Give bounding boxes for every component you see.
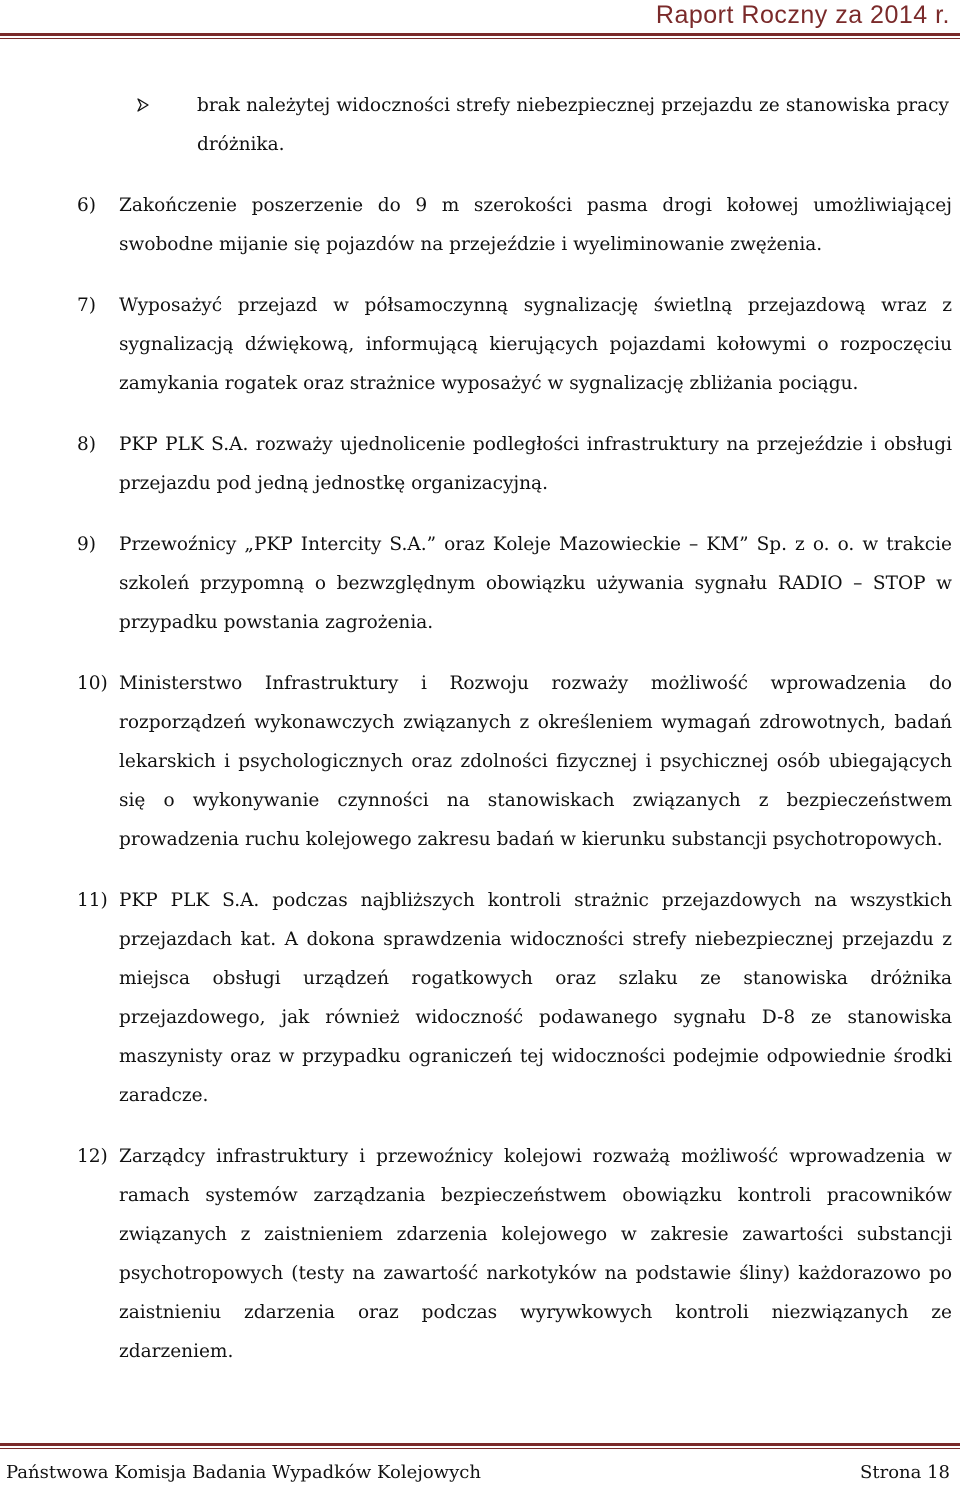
item-text: Zakończenie poszerzenie do 9 m szerokości pasma drogi kołowej umożliwiającej swobodne mijanie się pojazdów na przejeździe i wyeliminowanie zwężenia. (119, 195, 952, 255)
item-number: 7) (77, 295, 96, 316)
recommendation-item-8 (77, 425, 952, 503)
bullet-list-item (160, 86, 952, 164)
item-text: Wyposażyć przejazd w półsamoczynną sygnalizację świetlną przejazdową wraz z sygnalizacją dźwiękową, informującą kierujących pojazdami kołowymi o rozpoczęciu zamykania rogatek oraz strażnice wyposażyć w sygnalizację zbliżania pociągu. (119, 295, 952, 394)
item-number: 11) (77, 890, 108, 911)
recommendation-item-7 (77, 286, 952, 403)
item-text: Przewoźnicy „PKP Intercity S.A.” oraz Koleje Mazowieckie – KM” Sp. z o. o. w trakcie szkoleń przypomną o bezwzględnym obowiązku używania sygnału RADIO – STOP w przypadku powstania zagrożenia. (119, 534, 952, 633)
footer-divider (0, 1443, 960, 1446)
footer-divider-thin (0, 1448, 960, 1449)
page-header-title: Raport Roczny za 2014 r. (655, 1, 950, 29)
recommendation-item-10 (77, 664, 952, 859)
item-number: 8) (77, 434, 96, 455)
header-divider (0, 33, 960, 36)
item-text: PKP PLK S.A. podczas najbliższych kontroli strażnic przejazdowych na wszystkich przejazdach kat. A dokona sprawdzenia widoczności strefy niebezpiecznej przejazdu z miejsca obsługi urządzeń rogatkowych oraz szlaku ze stanowiska dróżnika przejazdowego, jak również widoczność podawanego sygnału D-8 ze stanowiska maszynisty oraz w przypadku ograniczeń tej widoczności podejmie odpowiednie środki zaradcze. (119, 890, 952, 1106)
document-body (0, 86, 960, 1371)
header-divider-thin (0, 38, 960, 39)
recommendation-item-6 (77, 186, 952, 264)
item-number: 12) (77, 1146, 108, 1167)
item-text: PKP PLK S.A. rozważy ujednolicenie podległości infrastruktury na przejeździe i obsługi przejazdu pod jedną jednostkę organizacyjną. (119, 434, 952, 494)
arrow-bullet-icon (136, 98, 150, 112)
item-number: 6) (77, 195, 96, 216)
recommendation-item-12 (77, 1137, 952, 1371)
recommendation-item-9 (77, 525, 952, 642)
item-number: 9) (77, 534, 96, 555)
item-number: 10) (77, 673, 108, 694)
item-text: Zarządcy infrastruktury i przewoźnicy kolejowi rozważą możliwość wprowadzenia w ramach systemów zarządzania bezpieczeństwem obowiązku kontroli pracowników związanych z zaistnieniem zdarzenia kolejowego w zakresie zawartości substancji psychotropowych (testy na zawartość narkotyków na podstawie śliny) każdorazowo po zaistnieniu zdarzenia oraz podczas wyrywkowych kontroli niezwiązanych ze zdarzeniem. (119, 1146, 952, 1362)
bullet-text: brak należytej widoczności strefy niebezpiecznej przejazdu ze stanowiska pracy dróżnika. (197, 95, 949, 155)
item-text: Ministerstwo Infrastruktury i Rozwoju rozważy możliwość wprowadzenia do rozporządzeń wykonawczych związanych z określeniem wymagań zdrowotnych, badań lekarskich i psychologicznych oraz zdolności fizycznej i psychicznej osób ubiegających się o wykonywanie czynności na stanowiskach związanych z bezpieczeństwem prowadzenia ruchu kolejowego zakresu badań w kierunku substancji psychotropowych. (119, 673, 952, 850)
recommendation-item-11 (77, 881, 952, 1115)
footer-organization: Państwowa Komisja Badania Wypadków Kolejowych (6, 1462, 481, 1483)
page-number: Strona 18 (860, 1462, 950, 1483)
